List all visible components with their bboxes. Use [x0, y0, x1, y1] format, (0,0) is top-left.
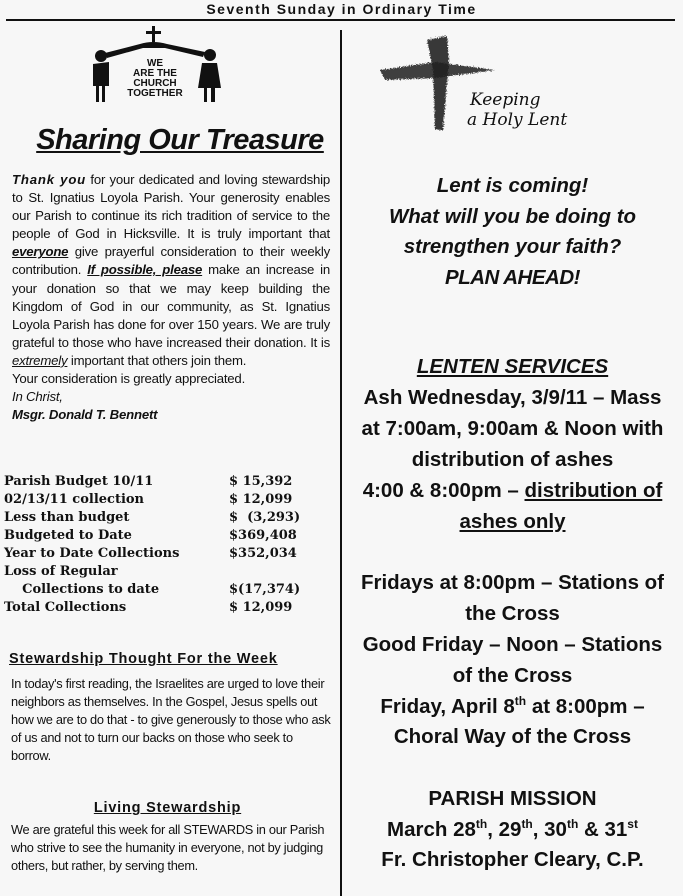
- church-together-logo: [85, 24, 225, 104]
- finance-label: Year to Date Collections: [4, 546, 180, 561]
- finance-row: [4, 581, 324, 599]
- finance-label: Less than budget: [4, 510, 130, 525]
- finance-row: [4, 509, 324, 527]
- logo-text-are-the: ARE THE: [133, 68, 177, 79]
- closing-text: In Christ,: [12, 389, 63, 405]
- signature: Msgr. Donald T. Bennett: [12, 407, 158, 423]
- finance-value: $ (3,293): [229, 510, 301, 525]
- ash-wednesday-line-4: [342, 479, 683, 503]
- image-text-keeping: Keeping: [470, 90, 541, 110]
- finance-label: Budgeted to Date: [4, 528, 132, 543]
- finance-row: [4, 473, 324, 491]
- extremely-text: extremely: [12, 352, 68, 368]
- page-title: Sharing Our Treasure: [36, 124, 324, 156]
- ash-times: 4:00 & 8:00pm –: [362, 479, 525, 502]
- pastor-letter: [12, 171, 330, 424]
- image-text-holy-lent: a Holy Lent: [467, 110, 568, 130]
- ordinal-suffix: th: [514, 694, 527, 708]
- ash-cross-image: [375, 30, 645, 135]
- letter-text-4: important that others join them.: [67, 352, 247, 368]
- finance-label: Total Collections: [4, 600, 127, 615]
- finance-value: $352,034: [229, 546, 297, 561]
- ash-distribution: distribution of: [524, 479, 663, 502]
- finance-label: Loss of Regular: [4, 564, 118, 579]
- letter-text-2: give prayerful consideration to their weekly contribution.: [12, 244, 330, 278]
- letter-text-5: Your consideration is greatly appreciated.: [12, 371, 246, 387]
- ash-wednesday-line-3: distribution of ashes: [411, 448, 614, 471]
- good-friday-line-1: Good Friday – Noon – Stations: [362, 633, 663, 656]
- ordinal-suffix: th: [521, 817, 533, 831]
- plan-ahead: PLAN AHEAD!: [445, 266, 580, 289]
- if-possible-text: If possible, please: [87, 262, 203, 278]
- logo-text-together: TOGETHER: [127, 88, 183, 99]
- finance-label: Collections to date: [4, 582, 160, 597]
- mission-date: March 28: [387, 817, 476, 841]
- finance-table: [4, 473, 324, 617]
- parish-mission-heading: PARISH MISSION: [428, 787, 597, 810]
- finance-row: [4, 563, 324, 581]
- finance-value: $ 12,099: [229, 600, 293, 615]
- finance-row: [4, 491, 324, 509]
- intro-line-1: Lent is coming!: [436, 174, 589, 197]
- ordinal-suffix: th: [475, 817, 488, 831]
- logo-text-church: CHURCH: [133, 78, 177, 89]
- finance-value: $369,408: [229, 528, 297, 543]
- thought-heading: Stewardship Thought For the Week: [9, 651, 278, 667]
- ashes-only: ashes only: [459, 510, 566, 533]
- finance-label: Parish Budget 10/11: [4, 474, 154, 489]
- finance-row: [4, 599, 324, 617]
- intro-line-3: strengthen your faith?: [403, 235, 622, 258]
- april-8-line-1: [342, 694, 683, 719]
- fridays-line-2: the Cross: [465, 602, 560, 625]
- ash-wednesday-line-1: Ash Wednesday, 3/9/11 – Mass: [363, 386, 662, 409]
- ordinal-suffix: th: [566, 817, 579, 831]
- mission-date: & 31: [578, 817, 628, 841]
- letter-text-3: make an increase in your donation so that we may keep building the Kingdom of God in our community, as St. Ignatius Loyola Parish has done for over 150 years. We are truly grateful to those who have increased their donation. It is: [12, 262, 330, 350]
- finance-row: [4, 527, 324, 545]
- finance-value: $ 15,392: [229, 474, 293, 489]
- mission-date: , 30: [532, 817, 567, 841]
- finance-value: $ 12,099: [229, 492, 293, 507]
- header-rule: [6, 19, 675, 21]
- ordinal-suffix: st: [627, 817, 638, 831]
- finance-row: [4, 545, 324, 563]
- april-time: at 8:00pm –: [526, 694, 645, 718]
- intro-line-2: What will you be doing to: [388, 205, 637, 228]
- letter-text-1: for your dedicated and loving stewardship to St. Ignatius Loyola Parish. Your generosity enables our Parish to continue its rich tradition of service to the people of God in Hicksville. It is truly important that: [12, 172, 330, 242]
- living-body: We are grateful this week for all STEWARDS in our Parish who strive to see the humanity in everyone, not by judging others, but rather, by serving them.: [11, 822, 325, 873]
- living-heading: Living Stewardship: [93, 800, 242, 816]
- thought-body: In today's first reading, the Israelites are urged to love their neighbors as themselves. In the Gospel, Jesus spells out how we are to do that - to give generously to those who ask of us and not to turn our backs on those who seek to borrow.: [11, 676, 331, 763]
- everyone-text: everyone: [12, 244, 69, 260]
- lenten-services-heading: LENTEN SERVICES: [416, 355, 609, 378]
- april-8-line-2: Choral Way of the Cross: [393, 725, 632, 748]
- mission-preacher: Fr. Christopher Cleary, C.P.: [381, 848, 644, 871]
- good-friday-line-2: of the Cross: [452, 664, 573, 687]
- finance-label: 02/13/11 collection: [4, 492, 145, 507]
- fridays-line-1: Fridays at 8:00pm – Stations of: [360, 571, 665, 594]
- finance-value: $(17,374): [229, 582, 301, 597]
- mission-dates: [342, 817, 683, 842]
- mission-date: , 29: [487, 817, 522, 841]
- thank-you-text: Thank you: [12, 172, 87, 187]
- april-date: Friday, April 8: [380, 694, 515, 718]
- logo-text-we: WE: [146, 58, 164, 69]
- ash-wednesday-line-2: at 7:00am, 9:00am & Noon with: [361, 417, 664, 440]
- bulletin-header: Seventh Sunday in Ordinary Time: [206, 1, 477, 17]
